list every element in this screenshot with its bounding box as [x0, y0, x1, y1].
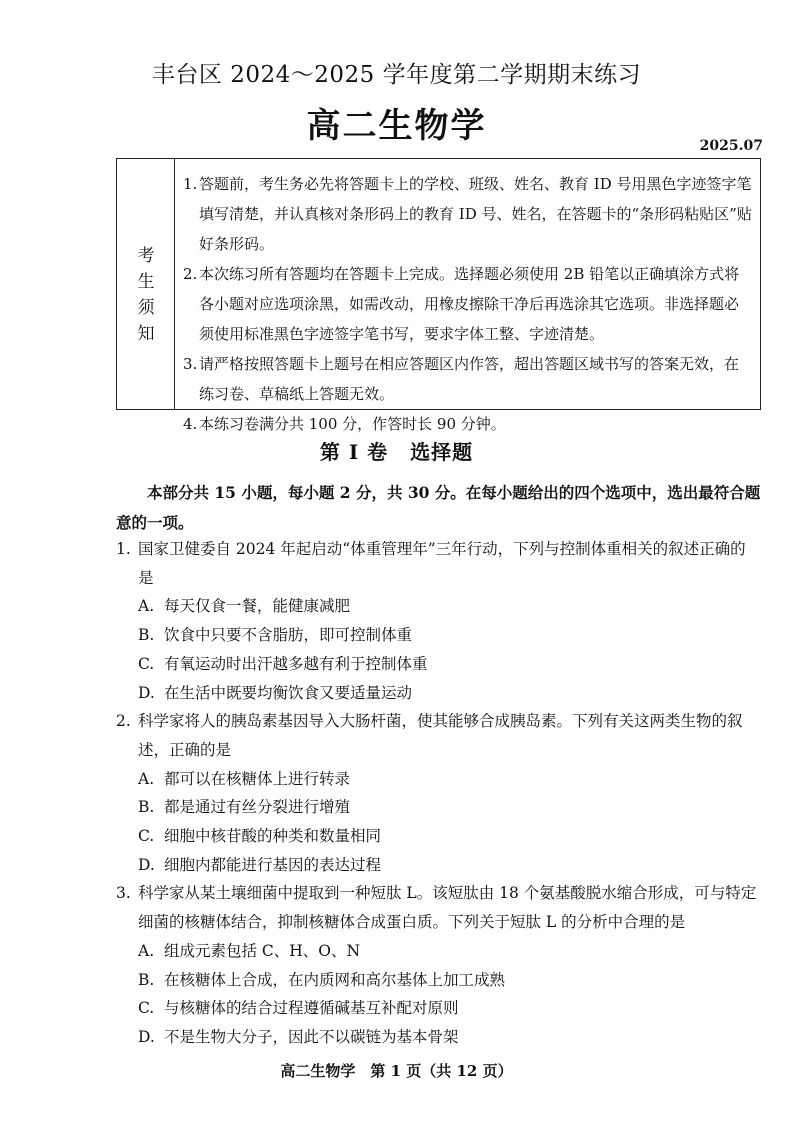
- notice-item-number: 1.: [183, 175, 198, 193]
- option-text: 有氧运动时出汗越多越有利于控制体重: [164, 654, 428, 673]
- notice-label-char: 考: [137, 246, 155, 266]
- exam-subtitle: 丰台区 2024～2025 学年度第二学期期末练习: [151, 62, 642, 88]
- option-letter: D.: [138, 855, 155, 874]
- question-list: [116, 535, 761, 1052]
- notice-label: [117, 159, 175, 409]
- question-option: [116, 994, 761, 1023]
- question-stem: 科学家将人的胰岛素基因导入大肠杆菌，使其能够合成胰岛素。下列有关这两类生物的叙述，正确的是: [138, 712, 743, 759]
- notice-label-char: 须: [137, 298, 155, 318]
- notice-label-char: 知: [137, 324, 155, 344]
- question-option: [116, 650, 761, 679]
- notice-item: [183, 169, 753, 259]
- option-letter: B.: [138, 626, 155, 645]
- option-letter: C.: [138, 654, 155, 673]
- option-letter: B.: [138, 798, 155, 817]
- option-text: 每天仅食一餐，能健康减肥: [164, 597, 351, 616]
- option-letter: C.: [138, 827, 155, 846]
- notice-item-text: 本练习卷满分共 100 分，作答时长 90 分钟。: [199, 415, 506, 433]
- notice-item-text: 本次练习所有答题均在答题卡上完成。选择题必须使用 2B 铅笔以正确填涂方式将各小题对应选项涂黑，如需改动，用橡皮擦除干净后再选涂其它选项。非选择题必须使用标准黑色字迹签字笔书写，要求字体工整、字迹清楚。: [199, 265, 740, 343]
- notice-body: [183, 169, 753, 439]
- section-intro: 本部分共 15 小题，每小题 2 分，共 30 分。在每小题给出的四个选项中，选出最符合题意的一项。: [116, 483, 761, 532]
- option-text: 在核糖体上合成，在内质网和高尔基体上加工成熟: [164, 970, 506, 989]
- section-name: 选择题: [410, 440, 474, 464]
- exam-title: 高二生物学: [306, 106, 487, 146]
- question-number: 1.: [116, 540, 131, 558]
- question-stem: 国家卫健委自 2024 年起启动“体重管理年”三年行动，下列与控制体重相关的叙述正确的是: [138, 540, 746, 587]
- section-part: 第 I 卷: [319, 440, 389, 464]
- option-text: 都是通过有丝分裂进行增殖: [164, 798, 351, 817]
- notice-item-number: 2.: [183, 265, 198, 283]
- option-letter: D.: [138, 1027, 155, 1046]
- page-footer: 高二生物学 第 1 页（共 12 页）: [280, 1062, 513, 1080]
- option-letter: C.: [138, 999, 155, 1018]
- notice-item: [183, 409, 753, 439]
- question-option: [116, 822, 761, 851]
- question-stem: 科学家从某土壤细菌中提取到一种短肽 L。该短肽由 18 个氨基酸脱水缩合形成，可与特定细菌的核糖体结合，抑制核糖体合成蛋白质。下列关于短肽 L 的分析中合理的是: [138, 884, 757, 932]
- option-text: 都可以在核糖体上进行转录: [164, 769, 351, 788]
- question-option: [116, 592, 761, 621]
- question: [116, 879, 761, 936]
- option-letter: B.: [138, 970, 155, 989]
- option-letter: A.: [138, 769, 155, 788]
- notice-item-text: 答题前，考生务必先将答题卡上的学校、班级、姓名、教育 ID 号用黑色字迹签字笔填写清楚，并认真核对条形码上的教育 ID 号、姓名，在答题卡的“条形码粘贴区”贴好条形码。: [199, 175, 752, 253]
- notice-item-text: 请严格按照答题卡上题号在相应答题区内作答，超出答题区域书写的答案无效，在练习卷、草稿纸上答题无效。: [199, 355, 740, 403]
- exam-date: 2025.07: [699, 138, 763, 154]
- question-option: [116, 937, 761, 966]
- question-number: 2.: [116, 712, 131, 731]
- question-option: [116, 1023, 761, 1052]
- notice-item: [183, 259, 753, 349]
- question-number: 3.: [116, 884, 131, 903]
- option-text: 饮食中只要不含脂肪，即可控制体重: [164, 626, 413, 645]
- option-text: 不是生物大分子，因此不以碳链为基本骨架: [164, 1027, 459, 1046]
- option-letter: A.: [138, 597, 155, 616]
- question-option: [116, 679, 761, 708]
- question-option: [116, 851, 761, 880]
- notice-label-char: 生: [137, 272, 155, 292]
- notice-item-number: 4.: [183, 415, 198, 433]
- notice-item-number: 3.: [183, 355, 198, 373]
- notice-item: [183, 349, 753, 409]
- section-title: [0, 436, 793, 465]
- question-option: [116, 621, 761, 650]
- option-text: 组成元素包括 C、H、O、N: [164, 941, 361, 960]
- option-text: 与核糖体的结合过程遵循碱基互补配对原则: [164, 999, 459, 1018]
- option-text: 在生活中既要均衡饮食又要适量运动: [164, 683, 413, 702]
- question-option: [116, 765, 761, 794]
- option-text: 细胞内都能进行基因的表达过程: [164, 855, 382, 874]
- option-letter: D.: [138, 683, 155, 702]
- question-option: [116, 966, 761, 995]
- question: [116, 707, 761, 764]
- option-text: 细胞中核苷酸的种类和数量相同: [164, 827, 382, 846]
- question: [116, 535, 761, 592]
- notice-box: [116, 158, 761, 433]
- question-option: [116, 793, 761, 822]
- option-letter: A.: [138, 941, 155, 960]
